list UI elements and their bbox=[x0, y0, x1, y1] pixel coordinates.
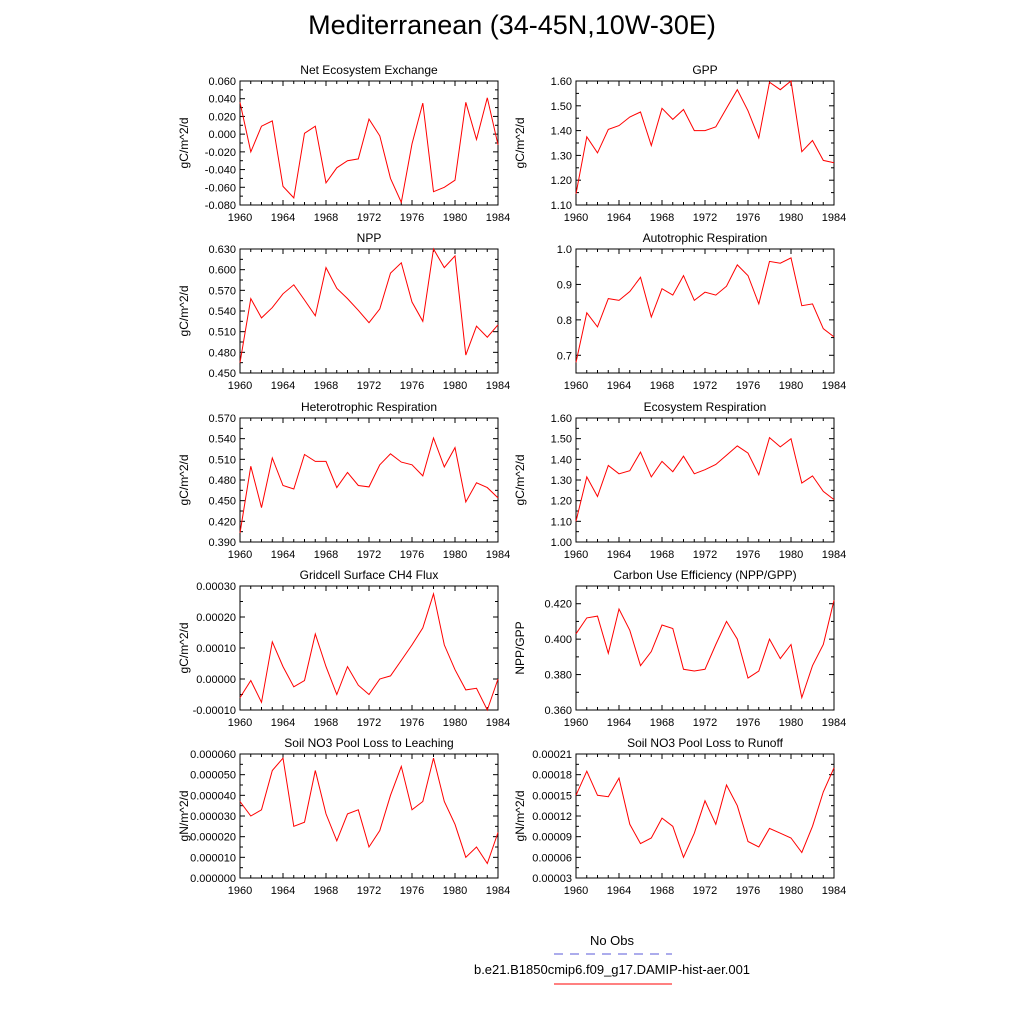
y-tick-label: 1.40 bbox=[550, 454, 572, 467]
x-tick-label: 1964 bbox=[606, 885, 632, 897]
y-tick-label: 0.400 bbox=[544, 634, 572, 647]
x-tick-label: 1984 bbox=[485, 380, 511, 392]
x-tick-label: 1968 bbox=[313, 549, 339, 561]
y-tick-label: 1.10 bbox=[550, 516, 572, 529]
x-tick-label: 1984 bbox=[485, 549, 511, 561]
panel-8 bbox=[177, 736, 510, 897]
x-tick-label: 1980 bbox=[778, 380, 804, 392]
x-tick-label: 1964 bbox=[606, 212, 632, 224]
panel-title: Heterotrophic Respiration bbox=[300, 400, 438, 414]
y-tick-label: 0.510 bbox=[208, 454, 236, 467]
series-line-0 bbox=[576, 768, 834, 858]
y-tick-label: 0.480 bbox=[208, 347, 236, 360]
series-line-0 bbox=[576, 258, 834, 363]
x-tick-label: 1964 bbox=[606, 380, 632, 392]
x-tick-label: 1984 bbox=[485, 717, 511, 729]
y-tick-label: 0.540 bbox=[208, 433, 236, 446]
y-tick-label: 0.380 bbox=[544, 669, 572, 682]
plot-frame bbox=[576, 249, 834, 373]
y-tick-label: 0.00020 bbox=[196, 612, 236, 624]
plot-frame bbox=[240, 81, 498, 205]
y-tick-label: 0.8 bbox=[556, 314, 572, 327]
y-tick-label: 1.20 bbox=[550, 175, 572, 188]
x-tick-label: 1980 bbox=[778, 885, 804, 897]
x-tick-label: 1972 bbox=[356, 717, 382, 729]
x-tick-label: 1976 bbox=[399, 549, 425, 561]
x-tick-label: 1980 bbox=[442, 549, 468, 561]
plot-frame bbox=[576, 754, 834, 878]
y-axis-label: gC/m^2/d bbox=[513, 454, 527, 506]
y-tick-label: 0.000020 bbox=[190, 831, 236, 844]
series-line-0 bbox=[576, 438, 834, 522]
x-tick-label: 1984 bbox=[821, 717, 847, 729]
y-tick-label: 1.30 bbox=[550, 150, 572, 163]
y-axis-label: gC/m^2/d bbox=[177, 285, 191, 337]
y-tick-label: 0.360 bbox=[544, 705, 572, 717]
x-tick-label: 1984 bbox=[821, 212, 847, 224]
panel-title: Ecosystem Respiration bbox=[643, 400, 767, 414]
panel-4 bbox=[177, 400, 510, 561]
series-line-0 bbox=[240, 758, 498, 863]
x-tick-label: 1976 bbox=[735, 549, 761, 561]
x-tick-label: 1980 bbox=[778, 549, 804, 561]
panel-2 bbox=[177, 231, 510, 392]
panel-0 bbox=[177, 63, 510, 224]
x-tick-label: 1972 bbox=[356, 380, 382, 392]
x-tick-label: 1964 bbox=[270, 717, 296, 729]
series-line-0 bbox=[240, 594, 498, 710]
x-tick-label: 1980 bbox=[778, 212, 804, 224]
y-tick-label: 0.00030 bbox=[196, 581, 236, 593]
y-tick-label: 0.510 bbox=[208, 326, 236, 339]
y-tick-label: 0.570 bbox=[208, 413, 236, 425]
series-line-0 bbox=[576, 81, 834, 194]
x-tick-label: 1976 bbox=[735, 380, 761, 392]
x-tick-label: 1972 bbox=[356, 885, 382, 897]
plot-frame bbox=[240, 754, 498, 878]
x-tick-label: 1980 bbox=[442, 380, 468, 392]
y-tick-label: 0.00010 bbox=[196, 643, 236, 655]
y-tick-label: 0.540 bbox=[208, 306, 236, 318]
x-tick-label: 1964 bbox=[270, 380, 296, 392]
y-tick-label: 1.40 bbox=[550, 125, 572, 138]
x-tick-label: 1960 bbox=[227, 380, 253, 392]
y-tick-label: -0.040 bbox=[204, 164, 236, 177]
y-tick-label: -0.080 bbox=[204, 200, 236, 212]
x-tick-label: 1960 bbox=[563, 549, 589, 561]
y-tick-label: 0.570 bbox=[208, 285, 236, 298]
x-tick-label: 1968 bbox=[649, 885, 675, 897]
legend bbox=[380, 932, 840, 1002]
plot-frame bbox=[240, 418, 498, 542]
x-tick-label: 1976 bbox=[735, 212, 761, 224]
x-tick-label: 1976 bbox=[399, 212, 425, 224]
y-tick-label: 0.00000 bbox=[196, 674, 236, 686]
plot-frame bbox=[240, 586, 498, 710]
y-tick-label: 0.390 bbox=[208, 537, 236, 549]
x-tick-label: 1968 bbox=[649, 549, 675, 561]
x-tick-label: 1984 bbox=[821, 885, 847, 897]
y-tick-label: 0.000 bbox=[208, 129, 236, 142]
x-tick-label: 1964 bbox=[606, 717, 632, 729]
x-tick-label: 1984 bbox=[821, 549, 847, 561]
y-tick-label: 1.00 bbox=[550, 537, 572, 549]
x-tick-label: 1960 bbox=[563, 380, 589, 392]
y-tick-label: 0.000040 bbox=[190, 790, 236, 803]
y-tick-label: 0.00006 bbox=[532, 852, 572, 865]
y-tick-label: 0.00015 bbox=[532, 790, 572, 803]
y-tick-label: 1.50 bbox=[550, 433, 572, 446]
y-tick-label: 0.000000 bbox=[190, 873, 236, 885]
y-tick-label: 0.000050 bbox=[190, 769, 236, 782]
x-tick-label: 1984 bbox=[821, 380, 847, 392]
panel-5 bbox=[513, 400, 846, 561]
y-axis-label: gC/m^2/d bbox=[177, 622, 191, 674]
panel-9 bbox=[513, 736, 846, 897]
x-tick-label: 1968 bbox=[649, 212, 675, 224]
y-tick-label: 0.9 bbox=[556, 279, 572, 292]
x-tick-label: 1964 bbox=[270, 212, 296, 224]
y-tick-label: 0.000060 bbox=[190, 749, 236, 761]
x-tick-label: 1972 bbox=[692, 549, 718, 561]
x-tick-label: 1972 bbox=[692, 212, 718, 224]
plot-frame bbox=[576, 81, 834, 205]
y-tick-label: 1.0 bbox=[556, 244, 572, 256]
plot-frame bbox=[576, 586, 834, 710]
x-tick-label: 1972 bbox=[356, 549, 382, 561]
x-tick-label: 1980 bbox=[442, 885, 468, 897]
x-tick-label: 1980 bbox=[442, 717, 468, 729]
panel-title: Soil NO3 Pool Loss to Leaching bbox=[284, 736, 454, 750]
y-tick-label: 0.630 bbox=[208, 244, 236, 256]
y-tick-label: 0.00012 bbox=[532, 811, 572, 823]
y-axis-label: gC/m^2/d bbox=[177, 117, 191, 169]
x-tick-label: 1964 bbox=[606, 549, 632, 561]
x-tick-label: 1980 bbox=[442, 212, 468, 224]
y-tick-label: 0.420 bbox=[544, 598, 572, 611]
y-tick-label: 0.420 bbox=[208, 516, 236, 529]
y-tick-label: 0.00009 bbox=[532, 831, 572, 844]
panel-title: Gridcell Surface CH4 Flux bbox=[299, 568, 439, 582]
y-tick-label: 0.00003 bbox=[532, 873, 572, 885]
x-tick-label: 1960 bbox=[563, 717, 589, 729]
y-tick-label: 1.30 bbox=[550, 475, 572, 487]
y-tick-label: 0.600 bbox=[208, 264, 236, 277]
y-tick-label: -0.060 bbox=[204, 182, 236, 195]
y-tick-label: -0.020 bbox=[204, 146, 236, 159]
y-axis-label: gN/m^2/d bbox=[177, 790, 191, 842]
panel-title: Autotrophic Respiration bbox=[642, 231, 768, 245]
x-tick-label: 1968 bbox=[649, 717, 675, 729]
y-tick-label: 1.60 bbox=[550, 76, 572, 88]
x-tick-label: 1960 bbox=[563, 212, 589, 224]
y-axis-label: gC/m^2/d bbox=[177, 454, 191, 506]
y-tick-label: 0.450 bbox=[208, 495, 236, 508]
plot-frame bbox=[240, 249, 498, 373]
legend-label-no-obs: No Obs bbox=[589, 933, 635, 948]
x-tick-label: 1960 bbox=[227, 549, 253, 561]
x-tick-label: 1968 bbox=[313, 885, 339, 897]
x-tick-label: 1968 bbox=[649, 380, 675, 392]
x-tick-label: 1980 bbox=[778, 717, 804, 729]
y-tick-label: 0.000030 bbox=[190, 811, 236, 823]
y-tick-label: 1.60 bbox=[550, 413, 572, 425]
y-tick-label: 1.50 bbox=[550, 100, 572, 113]
y-axis-label: gC/m^2/d bbox=[513, 117, 527, 169]
y-tick-label: 0.060 bbox=[208, 76, 236, 88]
x-tick-label: 1976 bbox=[399, 885, 425, 897]
plot-frame bbox=[576, 418, 834, 542]
legend-label-model: b.e21.B1850cmip6.f09_g17.DAMIP-hist-aer.001 bbox=[473, 962, 751, 977]
panel-title: NPP bbox=[356, 231, 382, 245]
y-tick-label: 0.040 bbox=[208, 93, 236, 106]
series-line-0 bbox=[240, 438, 498, 533]
x-tick-label: 1972 bbox=[692, 717, 718, 729]
x-tick-label: 1976 bbox=[399, 380, 425, 392]
panel-6 bbox=[177, 568, 510, 729]
y-tick-label: -0.00010 bbox=[192, 705, 236, 717]
panel-title: GPP bbox=[692, 63, 718, 77]
y-tick-label: 0.020 bbox=[208, 111, 236, 124]
x-tick-label: 1964 bbox=[270, 885, 296, 897]
x-tick-label: 1972 bbox=[692, 885, 718, 897]
series-line-0 bbox=[240, 249, 498, 363]
x-tick-label: 1976 bbox=[735, 717, 761, 729]
y-tick-label: 0.000010 bbox=[190, 852, 236, 865]
x-tick-label: 1960 bbox=[227, 885, 253, 897]
x-tick-label: 1976 bbox=[735, 885, 761, 897]
x-tick-label: 1964 bbox=[270, 549, 296, 561]
x-tick-label: 1968 bbox=[313, 717, 339, 729]
y-tick-label: 0.00018 bbox=[532, 769, 572, 782]
panel-title: Soil NO3 Pool Loss to Runoff bbox=[627, 736, 783, 750]
y-tick-label: 1.10 bbox=[550, 200, 572, 212]
x-tick-label: 1968 bbox=[313, 212, 339, 224]
x-tick-label: 1960 bbox=[227, 212, 253, 224]
panel-title: Net Ecosystem Exchange bbox=[300, 63, 438, 77]
y-tick-label: 0.7 bbox=[556, 350, 572, 363]
figure-title: Mediterranean (34-45N,10W-30E) bbox=[308, 10, 716, 40]
x-tick-label: 1984 bbox=[485, 885, 511, 897]
x-tick-label: 1972 bbox=[692, 380, 718, 392]
x-tick-label: 1960 bbox=[227, 717, 253, 729]
x-tick-label: 1976 bbox=[399, 717, 425, 729]
y-axis-label: gN/m^2/d bbox=[513, 790, 527, 842]
x-tick-label: 1972 bbox=[356, 212, 382, 224]
series-line-0 bbox=[576, 600, 834, 697]
y-tick-label: 1.20 bbox=[550, 495, 572, 508]
panel-7 bbox=[513, 568, 846, 729]
x-tick-label: 1960 bbox=[563, 885, 589, 897]
x-tick-label: 1984 bbox=[485, 212, 511, 224]
panel-3 bbox=[557, 231, 847, 392]
y-tick-label: 0.480 bbox=[208, 475, 236, 487]
y-axis-label: NPP/GPP bbox=[513, 621, 527, 675]
panel-title: Carbon Use Efficiency (NPP/GPP) bbox=[613, 568, 797, 582]
series-line-0 bbox=[240, 98, 498, 203]
y-tick-label: 0.00021 bbox=[532, 749, 572, 761]
x-tick-label: 1968 bbox=[313, 380, 339, 392]
y-tick-label: 0.450 bbox=[208, 368, 236, 380]
panel-1 bbox=[513, 63, 846, 224]
